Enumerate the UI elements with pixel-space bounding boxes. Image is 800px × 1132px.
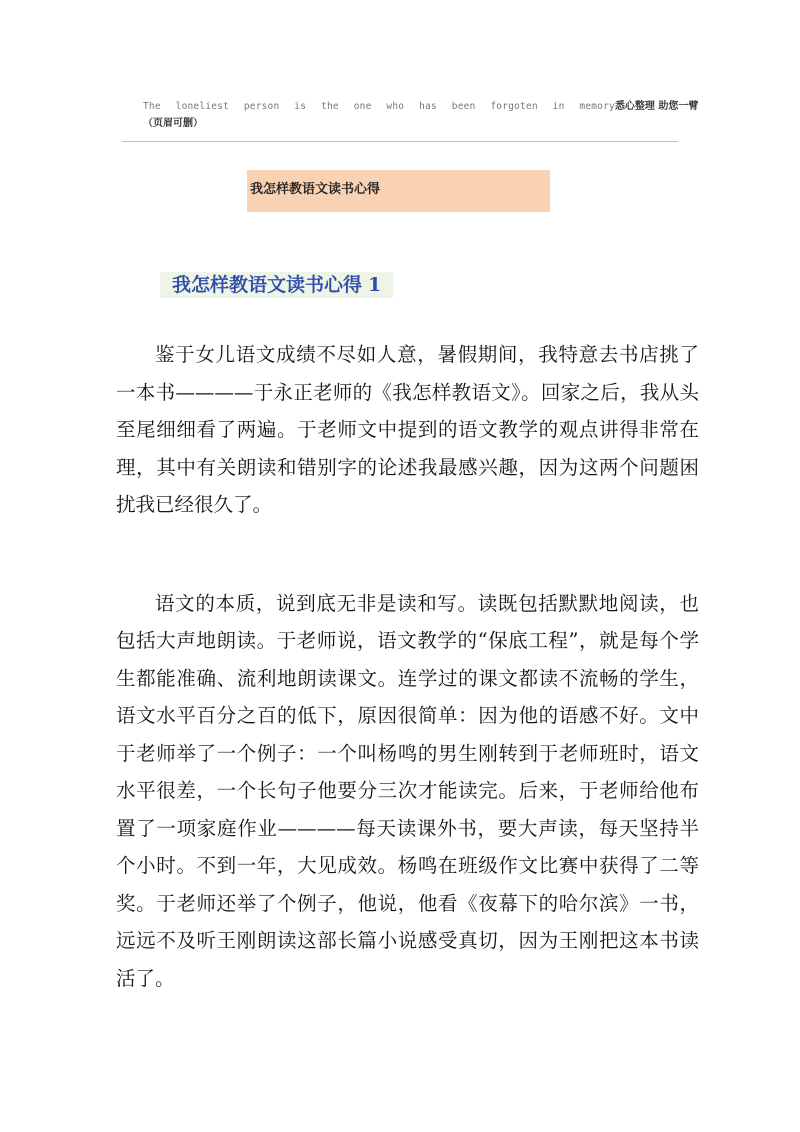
section-heading (160, 272, 393, 298)
document-title-box (247, 170, 550, 212)
paragraph-1: 鉴于女儿语文成绩不尽如人意，暑假期间，我特意去书店挑了一本书————于永正老师的《我怎样教语文》。回家之后，我从头至尾细细看了两遍。于老师文中提到的语文教学的观点讲得非常在理，其中有关朗读和错别字的论述我最感兴趣，因为这两个问题困扰我已经很久了。 (116, 343, 699, 516)
document-title: 我怎样教语文读书心得 (250, 182, 381, 197)
header-note: 悉心整理 助您一臂（页眉可删） (143, 101, 699, 129)
header-divider (122, 141, 678, 142)
section-heading-number: 1 (368, 274, 382, 296)
page-header (143, 98, 703, 132)
header-quote: The loneliest person is the one who has been forgoten in memory (143, 101, 615, 112)
body-text (116, 336, 699, 997)
section-heading-text: 我怎样教语文读书心得 (172, 274, 363, 296)
paragraph-2: 语文的本质，说到底无非是读和写。读既包括默默地阅读，也包括大声地朗读。于老师说，语文教学的“保底工程”，就是每个学生都能准确、流利地朗读课文。连学过的课文都读不流畅的学生，语文水平百分之百的低下，原因很简单：因为他的语感不好。文中于老师举了一个例子：一个叫杨鸣的男生刚转到于老师班时，语文水平很差，一个长句子他要分三次才能读完。后来，于老师给他布置了一项家庭作业————每天读课外书，要大声读，每天坚持半个小时。不到一年，大见成效。杨鸣在班级作文比赛中获得了二等奖。于老师还举了个例子，他说，他看《夜幕下的哈尔滨》一书，远远不及听王刚朗读这部长篇小说感受真切，因为王刚把这本书读活了。 (116, 591, 699, 990)
